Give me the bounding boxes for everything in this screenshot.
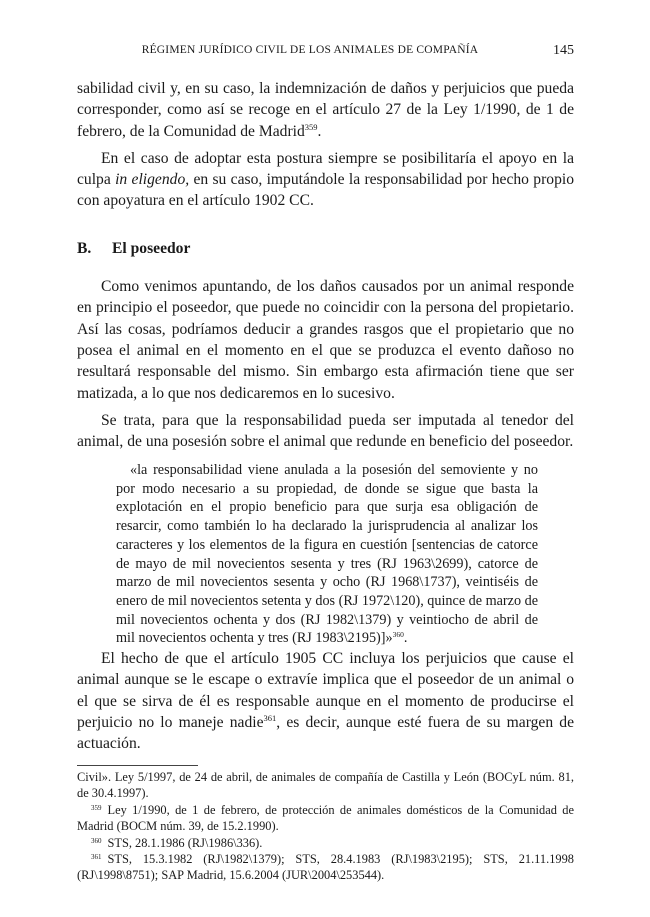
block-quote: «la responsabilidad viene anulada a la posesión del semoviente y no por modo necesario a su propiedad, de donde se sigue que basta la explotación en el propio beneficio para que surja esa obligación de resarcir, como también lo ha declarado la jurisprudencia al analizar los caracteres y los elementos de la figura en cuestión [sentencias de catorce de mayo de mil novecientos sesenta y tres (RJ 1963\2699), catorce de marzo de mil novecientos sesenta y ocho (RJ 1968\1737), veintiséis de enero de mil novecientos setenta y dos (RJ 1972\120), quince de marzo de mil novecientos ochenta y dos (RJ 1982\1379) y veintiocho de abril de mil novecientos ochenta y tres (RJ 1983\2195)]»$^{360}$. bbox=[116, 462, 538, 647]
footnote-360: $^{360}$ STS, 28.1.1986 (RJ\1986\336). bbox=[91, 835, 263, 850]
paragraph-5: El hecho de que el artículo 1905 CC incluya los perjuicios que cause el animal aunque se le escape o extravíe implica que el poseedor de un animal o el que se sirva de él es responsable aunque en el momento de producirse el perjuicio no lo maneje nadie$^{361}$, es decir, aunque esté fuera de su margen de actuación. bbox=[77, 650, 574, 753]
footnotes bbox=[77, 769, 574, 884]
footnote-361: $^{361}$ STS, 15.3.1982 (RJ\1982\1379); STS, 28.4.1983 (RJ\1983\2195); STS, 21.11.1998 (RJ\1998\8751); SAP Madrid, 15.6.2004 (JUR\2004\253544). bbox=[77, 852, 574, 883]
latin-term: in eligendo, bbox=[115, 171, 190, 189]
running-head-title: RÉGIMEN JURÍDICO CIVIL DE LOS ANIMALES DE COMPAÑÍA bbox=[141, 44, 479, 56]
footnote-ref-361[interactable]: 361 bbox=[263, 712, 277, 723]
page-number: 145 bbox=[553, 43, 574, 58]
paragraph-4: Se trata, para que la responsabilidad pueda ser imputada al tenedor del animal, de una posesión sobre el animal que redunde en beneficio del poseedor. bbox=[77, 411, 574, 451]
paragraph-3: Como venimos apuntando, de los daños causados por un animal responde en principio el poseedor, que puede no coincidir con la persona del propietario. Así las cosas, podríamos deducir a grandes rasgos que el propietario que no posea el animal en el momento en el que se produzca el evento dañoso no resultará responsable del mismo. Sin embargo esta afirmación tiene que ser matizada, a lo que nos dedicaremos en lo sucesivo. bbox=[77, 278, 574, 402]
paragraph-2: En el caso de adoptar esta postura siempre se posibilitaría el apoyo en la culpa in eligendo, en su caso, imputándole la responsabilidad por hecho propio con apoyatura en el artículo 1902 CC. bbox=[77, 149, 574, 210]
paragraph-1: sabilidad civil y, en su caso, la indemnización de daños y perjuicios que pueda corresponder, como así se recoge en el artículo 27 de la Ley 1/1990, de 1 de febrero, de la Comunidad de Madrid$^{359}$. bbox=[77, 80, 574, 140]
footnote-ref-360[interactable]: 360 bbox=[392, 630, 404, 640]
footnote-divider bbox=[77, 765, 198, 766]
footnote-ref-359[interactable]: 359 bbox=[304, 121, 318, 132]
running-head bbox=[0, 44, 650, 64]
footnote-359: $^{359}$ Ley 1/1990, de 1 de febrero, de protección de animales domésticos de la Comunidad de Madrid (BOCM núm. 39, de 15.2.1990). bbox=[77, 802, 574, 834]
section-heading bbox=[77, 238, 574, 259]
section-title: El poseedor bbox=[112, 239, 191, 257]
main-text bbox=[77, 78, 574, 452]
footnote-continued: Civil». Ley 5/1997, de 24 de abril, de animales de compañía de Castilla y León (BOCyL núm. 81, de 30.4.1997). bbox=[77, 770, 574, 801]
section-letter: B. bbox=[77, 239, 92, 257]
